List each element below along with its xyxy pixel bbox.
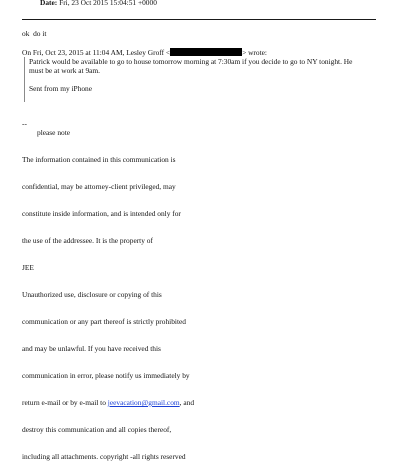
- header-divider: [22, 19, 376, 20]
- signature-separator: --: [22, 119, 27, 128]
- disclaimer-line: communication in error, please notify us immediately by: [22, 371, 190, 380]
- quote-attribution-prefix: On Fri, Oct 23, 2015 at 11:04 AM, Lesley Groff <: [22, 48, 171, 57]
- quote-attribution-suffix: > wrote:: [242, 48, 267, 57]
- disclaimer-line: JEE: [22, 263, 34, 272]
- disclaimer-link-suffix: , and: [179, 398, 195, 407]
- redacted-email-block: [170, 48, 242, 56]
- disclaimer-line: communication or any part thereof is strictly prohibited: [22, 317, 186, 326]
- disclaimer-line: the use of the addressee. It is the property of: [22, 236, 153, 245]
- date-line: [40, 0, 157, 7]
- disclaimer-line: including all attachments. copyright -all rights reserved: [22, 452, 186, 461]
- date-label: Date:: [40, 0, 58, 7]
- confidentiality-disclaimer: [22, 137, 194, 470]
- quote-attribution: [22, 48, 267, 57]
- disclaimer-line: and may be unlawful. If you have received this: [22, 344, 161, 353]
- disclaimer-line: destroy this communication and all copies thereof,: [22, 425, 172, 434]
- disclaimer-link-prefix: return e-mail or by e-mail to: [22, 398, 108, 407]
- disclaimer-line: Unauthorized use, disclosure or copying of this: [22, 290, 162, 299]
- quoted-line: Patrick would be available to go to house tomorrow morning at 7:30am if you decide to go to NY tonight. He: [29, 57, 353, 66]
- reply-text: ok do it: [22, 29, 47, 38]
- quoted-message: [24, 57, 381, 102]
- quoted-line: must be at work at 9am.: [29, 66, 101, 75]
- disclaimer-link-line: [22, 398, 194, 407]
- disclaimer-line: constitute inside information, and is intended only for: [22, 209, 181, 218]
- email-link[interactable]: jeevacation@gmail.com: [107, 398, 180, 407]
- disclaimer-line: confidential, may be attorney-client privileged, may: [22, 182, 176, 191]
- note-heading: please note: [37, 128, 71, 137]
- date-value: Fri, 23 Oct 2015 15:04:51 +0000: [59, 0, 157, 7]
- quoted-signature: Sent from my iPhone: [29, 84, 93, 93]
- disclaimer-line: The information contained in this communication is: [22, 155, 176, 164]
